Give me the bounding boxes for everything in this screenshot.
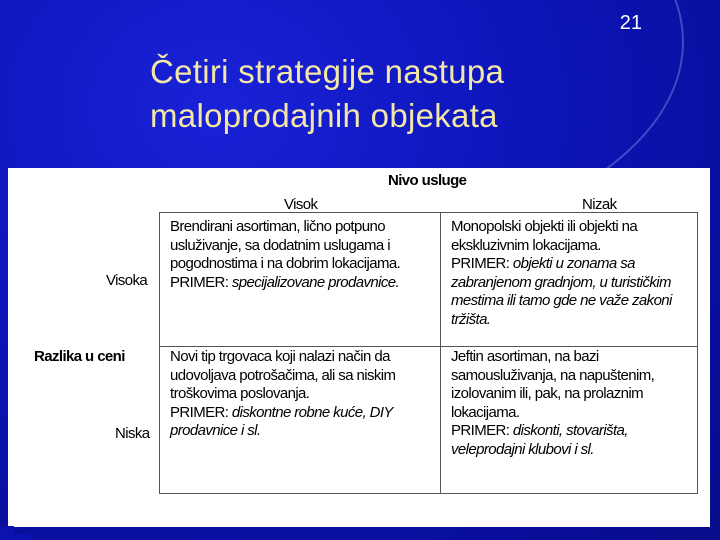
cell-text: Monopolski objekti ili objekti na <box>451 218 638 235</box>
title-line-1: Četiri strategije nastupa <box>150 53 505 90</box>
corner-decoration <box>14 534 32 540</box>
column-header-high: Visok <box>284 196 318 213</box>
example-prefix: PRIMER: <box>451 422 513 439</box>
strategy-matrix-figure <box>8 168 710 527</box>
cell-high-price-low-service <box>451 218 672 329</box>
example-text: mestima ili tamo gde ne važe zakoni <box>451 292 672 309</box>
example-text: objekti u zonama sa <box>512 255 635 272</box>
example-prefix: PRIMER: <box>170 403 232 421</box>
example-text: diskonti, stovarišta, <box>512 422 628 439</box>
cell-low-price-low-service <box>451 348 654 459</box>
cell-text: usluživanje, sa dodatnim uslugama i <box>170 236 390 254</box>
example-text: tržišta. <box>451 310 491 328</box>
cell-text: samousluživanja, na napuštenim, <box>451 366 655 384</box>
cell-high-price-high-service <box>170 218 400 292</box>
cell-text: Jeftin asortiman, na bazi <box>451 348 599 365</box>
cell-text: pogodnostima i na dobrim lokacijama. <box>170 255 401 272</box>
row-header-high: Visoka <box>106 272 148 289</box>
example-text: diskontne robne kuće, DIY <box>231 403 393 421</box>
slide-title <box>150 50 504 138</box>
cell-example-line <box>170 274 400 293</box>
cell-text: lokacijama. <box>451 403 520 421</box>
column-header-low: Nizak <box>582 196 617 213</box>
example-text: zabranjenom gradnjom, u turističkim <box>451 273 671 291</box>
cell-example-line <box>451 422 654 441</box>
corner-decoration <box>0 526 14 540</box>
cell-example-line <box>170 404 395 423</box>
example-text: veleprodajni klubovi i sl. <box>451 440 594 458</box>
cell-text: troškovima poslovanja. <box>170 385 310 402</box>
cell-text: Novi tip trgovaca koji nalazi način da <box>170 348 390 365</box>
example-prefix: PRIMER: <box>170 273 232 291</box>
top-axis-label: Nivo usluge <box>388 172 467 189</box>
cell-text: izolovanim ili, pak, na prolaznim <box>451 385 643 402</box>
left-axis-label: Razlika u ceni <box>34 348 125 365</box>
cell-text: udovoljava potrošačima, ali sa niskim <box>170 366 396 384</box>
row-header-low: Niska <box>115 425 150 442</box>
cell-text: Brendirani asortiman, lično potpuno <box>170 218 385 235</box>
example-text: specijalizovane prodavnice. <box>231 273 400 291</box>
slide-number: 21 <box>619 12 642 34</box>
cell-example-line <box>451 255 672 274</box>
cell-low-price-high-service <box>170 348 395 441</box>
example-text: prodavnice i sl. <box>170 422 261 439</box>
cell-text: ekskluzivnim lokacijama. <box>451 236 601 254</box>
example-prefix: PRIMER: <box>451 255 513 272</box>
grid-divider-vertical <box>440 212 441 494</box>
title-line-2: maloprodajnih objekata <box>150 97 498 134</box>
grid-divider-horizontal <box>159 346 698 347</box>
